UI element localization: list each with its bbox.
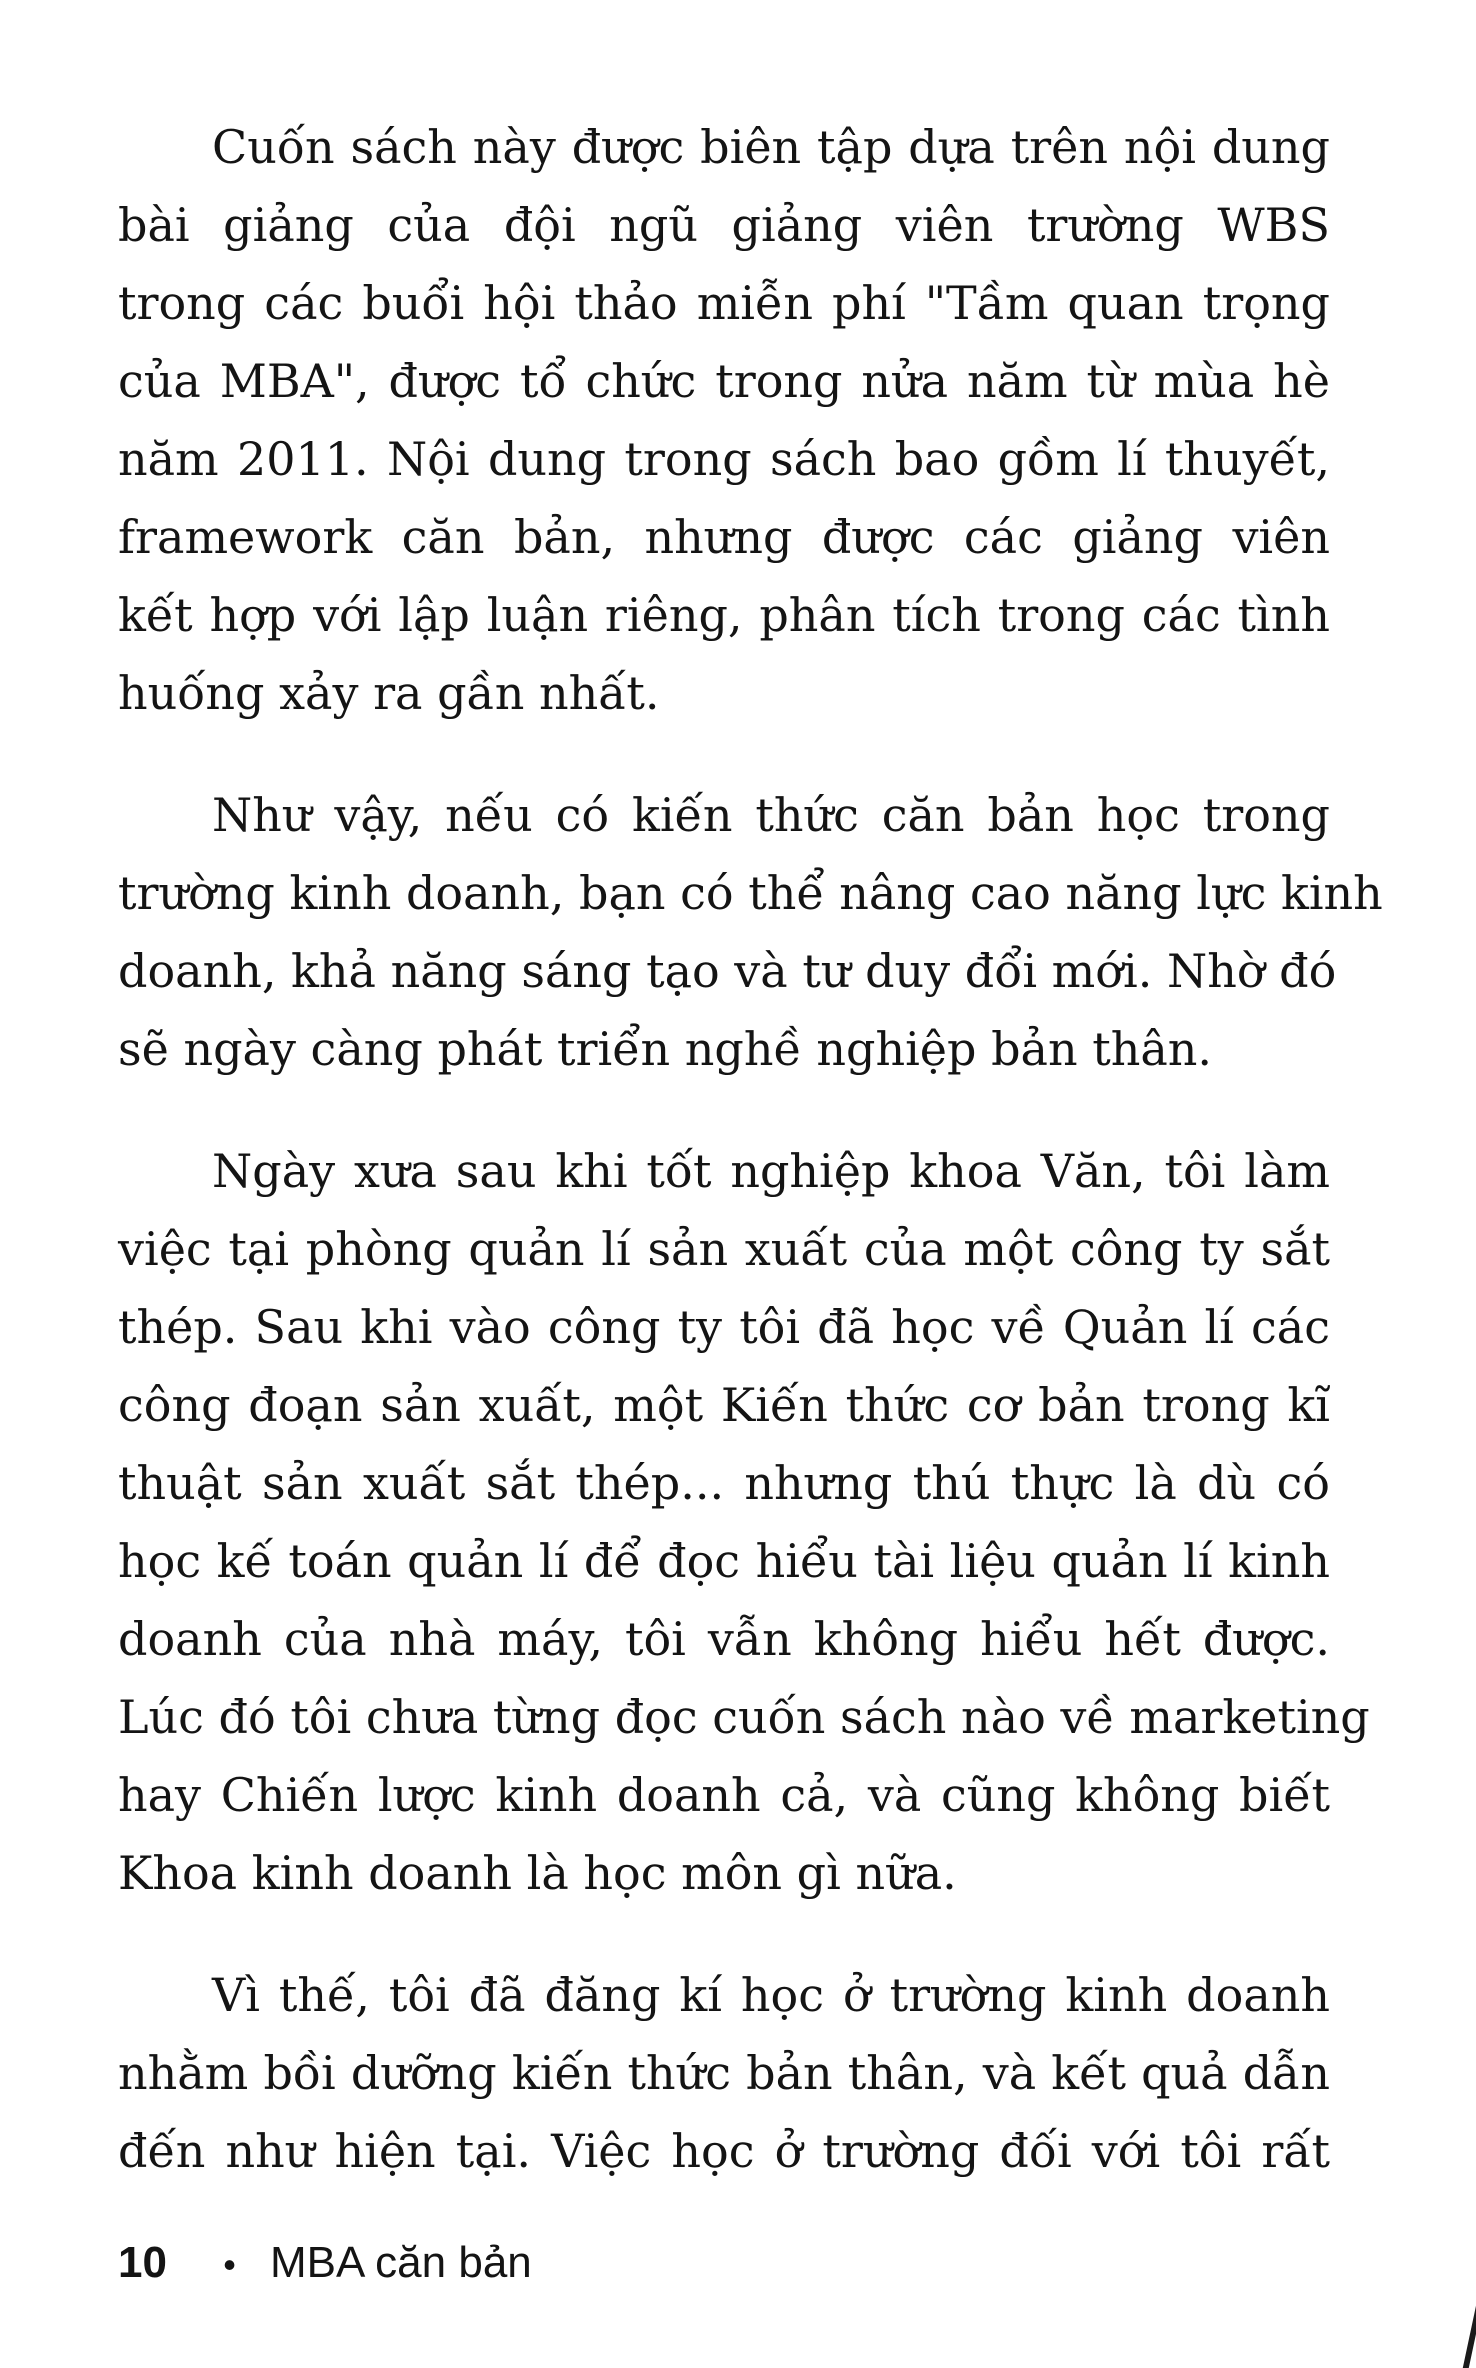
text-line: Vì thế, tôi đã đăng kí học ở trường kinh doanh [212,1968,1330,2022]
bullet-separator: • [223,2244,236,2285]
text-line: sẽ ngày càng phát triển nghề nghiệp bản thân. [118,1022,1213,1076]
text-line: Như vậy, nếu có kiến thức căn bản học trong [212,788,1330,842]
text-line: thuật sản xuất sắt thép... nhưng thú thực là dù có [118,1456,1330,1510]
text-line: doanh, khả năng sáng tạo và tư duy đổi mới. Nhờ đó [118,944,1337,998]
text-line: năm 2011. Nội dung trong sách bao gồm lí thuyết, [118,432,1330,486]
text-line: Cuốn sách này được biên tập dựa trên nội dung [212,120,1330,174]
text-line: trong các buổi hội thảo miễn phí "Tầm quan trọng [118,276,1330,330]
page-footer [118,2228,532,2298]
text-line: nhằm bồi dưỡng kiến thức bản thân, và kết quả dẫn [118,2046,1330,2100]
text-line: bài giảng của đội ngũ giảng viên trường WBS [118,198,1330,252]
text-line: framework căn bản, nhưng được các giảng viên [118,510,1330,564]
book-title: MBA căn bản [270,2238,532,2287]
text-line: doanh của nhà máy, tôi vẫn không hiểu hết được. [118,1612,1330,1666]
paragraph-4 [118,1956,1330,2190]
body-text [118,108,1383,2234]
text-line: của MBA", được tổ chức trong nửa năm từ mùa hè [118,354,1330,408]
text-line: huống xảy ra gần nhất. [118,666,660,720]
text-line: học kế toán quản lí để đọc hiểu tài liệu quản lí kinh [118,1534,1330,1588]
paragraph-1 [118,108,1330,732]
text-line: hay Chiến lược kinh doanh cả, và cũng không biết [118,1768,1330,1822]
text-line: công đoạn sản xuất, một Kiến thức cơ bản trong kĩ [118,1378,1330,1432]
text-line: kết hợp với lập luận riêng, phân tích trong các tình [118,588,1330,642]
text-line: trường kinh doanh, bạn có thể nâng cao năng lực kinh [118,866,1383,920]
text-line: Lúc đó tôi chưa từng đọc cuốn sách nào về marketing [118,1690,1370,1744]
paragraph-2 [118,776,1383,1088]
text-line: Ngày xưa sau khi tốt nghiệp khoa Văn, tôi làm [212,1144,1330,1198]
page-number: 10 [118,2238,167,2287]
text-line: thép. Sau khi vào công ty tôi đã học về Quản lí các [118,1300,1330,1354]
text-line: Khoa kinh doanh là học môn gì nữa. [118,1846,957,1900]
page-edge-mark [1463,2300,1476,2368]
paragraph-3 [118,1132,1370,1912]
text-line: việc tại phòng quản lí sản xuất của một công ty sắt [118,1222,1330,1276]
text-line: đến như hiện tại. Việc học ở trường đối với tôi rất [118,2124,1330,2178]
